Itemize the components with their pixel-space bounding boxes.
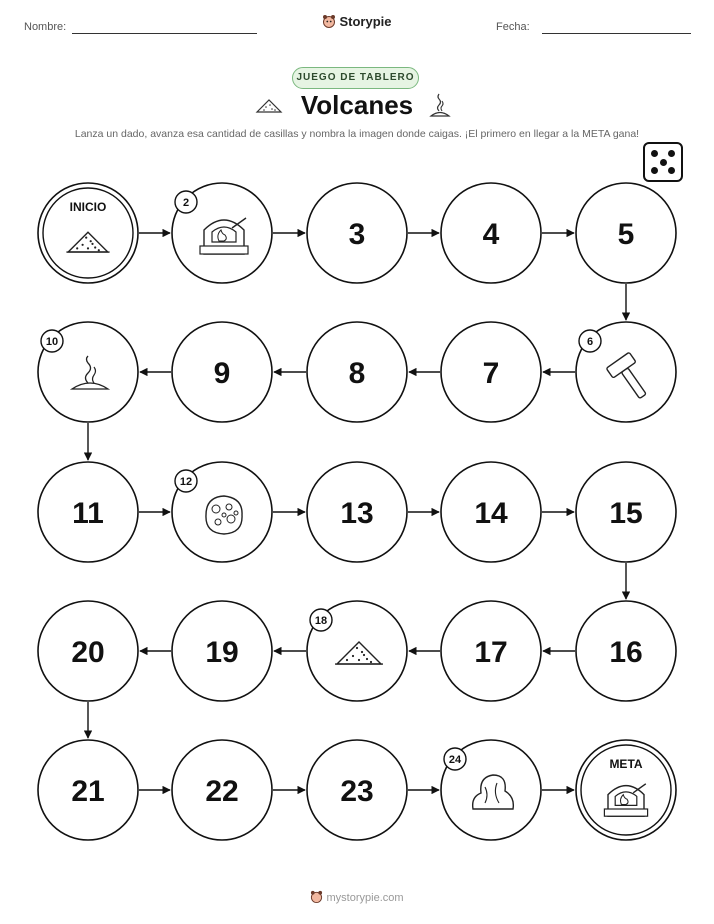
board-square-20[interactable] xyxy=(38,601,138,701)
square-number-badge: 24 xyxy=(448,754,462,766)
square-number-badge: 6 xyxy=(586,336,594,348)
footer-url: mystorypie.com xyxy=(326,892,404,904)
square-number: 7 xyxy=(482,357,500,390)
square-number: 3 xyxy=(348,218,366,251)
square-number: 22 xyxy=(205,775,239,808)
instructions: Lanza un dado, avanza esa cantidad de casillas y nombra la imagen donde caigas. ¡El primero en llegar a la META gana! xyxy=(74,128,640,140)
square-number: 20 xyxy=(71,636,105,669)
square-number: 11 xyxy=(72,497,104,530)
square-number: 14 xyxy=(474,497,508,530)
board-square-21[interactable] xyxy=(38,740,138,840)
square-number-badge: 10 xyxy=(45,336,59,348)
board-square-24[interactable] xyxy=(441,740,541,840)
board-square-9[interactable] xyxy=(172,322,272,422)
board-square-10[interactable] xyxy=(38,322,138,422)
board-square-17[interactable] xyxy=(441,601,541,701)
square-number: 17 xyxy=(474,636,508,669)
square-number-badge: 18 xyxy=(314,615,328,627)
board-square-14[interactable] xyxy=(441,462,541,562)
square-number: 13 xyxy=(340,497,374,530)
square-number: 16 xyxy=(609,636,643,669)
board-square-22[interactable] xyxy=(172,740,272,840)
square-number: 5 xyxy=(617,218,635,251)
square-number: 4 xyxy=(482,218,500,251)
board-square-19[interactable] xyxy=(172,601,272,701)
board-square-12[interactable] xyxy=(172,462,272,562)
square-number: 19 xyxy=(205,636,239,669)
board-square-7[interactable] xyxy=(441,322,541,422)
brand-name: Storypie xyxy=(339,14,392,29)
name-label: Nombre: xyxy=(24,21,67,33)
square-number: 8 xyxy=(348,357,366,390)
start-label: INICIO xyxy=(69,200,107,214)
square-number-badge: 12 xyxy=(179,476,193,488)
page-title: Volcanes xyxy=(300,90,414,120)
date-label: Fecha: xyxy=(496,21,530,33)
board-square-25[interactable] xyxy=(576,740,676,840)
storypie-logo-icon xyxy=(310,892,326,904)
square-number-badge: 2 xyxy=(182,197,190,209)
board-square-18[interactable] xyxy=(307,601,407,701)
board-square-4[interactable] xyxy=(441,183,541,283)
board-square-2[interactable] xyxy=(172,183,272,283)
square-number: 9 xyxy=(213,357,231,390)
lava-rock-icon xyxy=(206,496,242,534)
board-square-11[interactable] xyxy=(38,462,138,562)
board-square-23[interactable] xyxy=(307,740,407,840)
board-square-3[interactable] xyxy=(307,183,407,283)
board-square-8[interactable] xyxy=(307,322,407,422)
end-label: META xyxy=(609,757,643,771)
board-square-5[interactable] xyxy=(576,183,676,283)
footer xyxy=(0,890,714,904)
game-type-badge: JUEGO DE TABLERO xyxy=(292,67,419,89)
board-square-16[interactable] xyxy=(576,601,676,701)
board-square-15[interactable] xyxy=(576,462,676,562)
square-number: 23 xyxy=(340,775,374,808)
board-square-13[interactable] xyxy=(307,462,407,562)
board-square-1[interactable] xyxy=(38,183,138,283)
square-number: 15 xyxy=(609,497,643,530)
square-number: 21 xyxy=(71,775,105,808)
board-square-6[interactable] xyxy=(576,322,676,422)
